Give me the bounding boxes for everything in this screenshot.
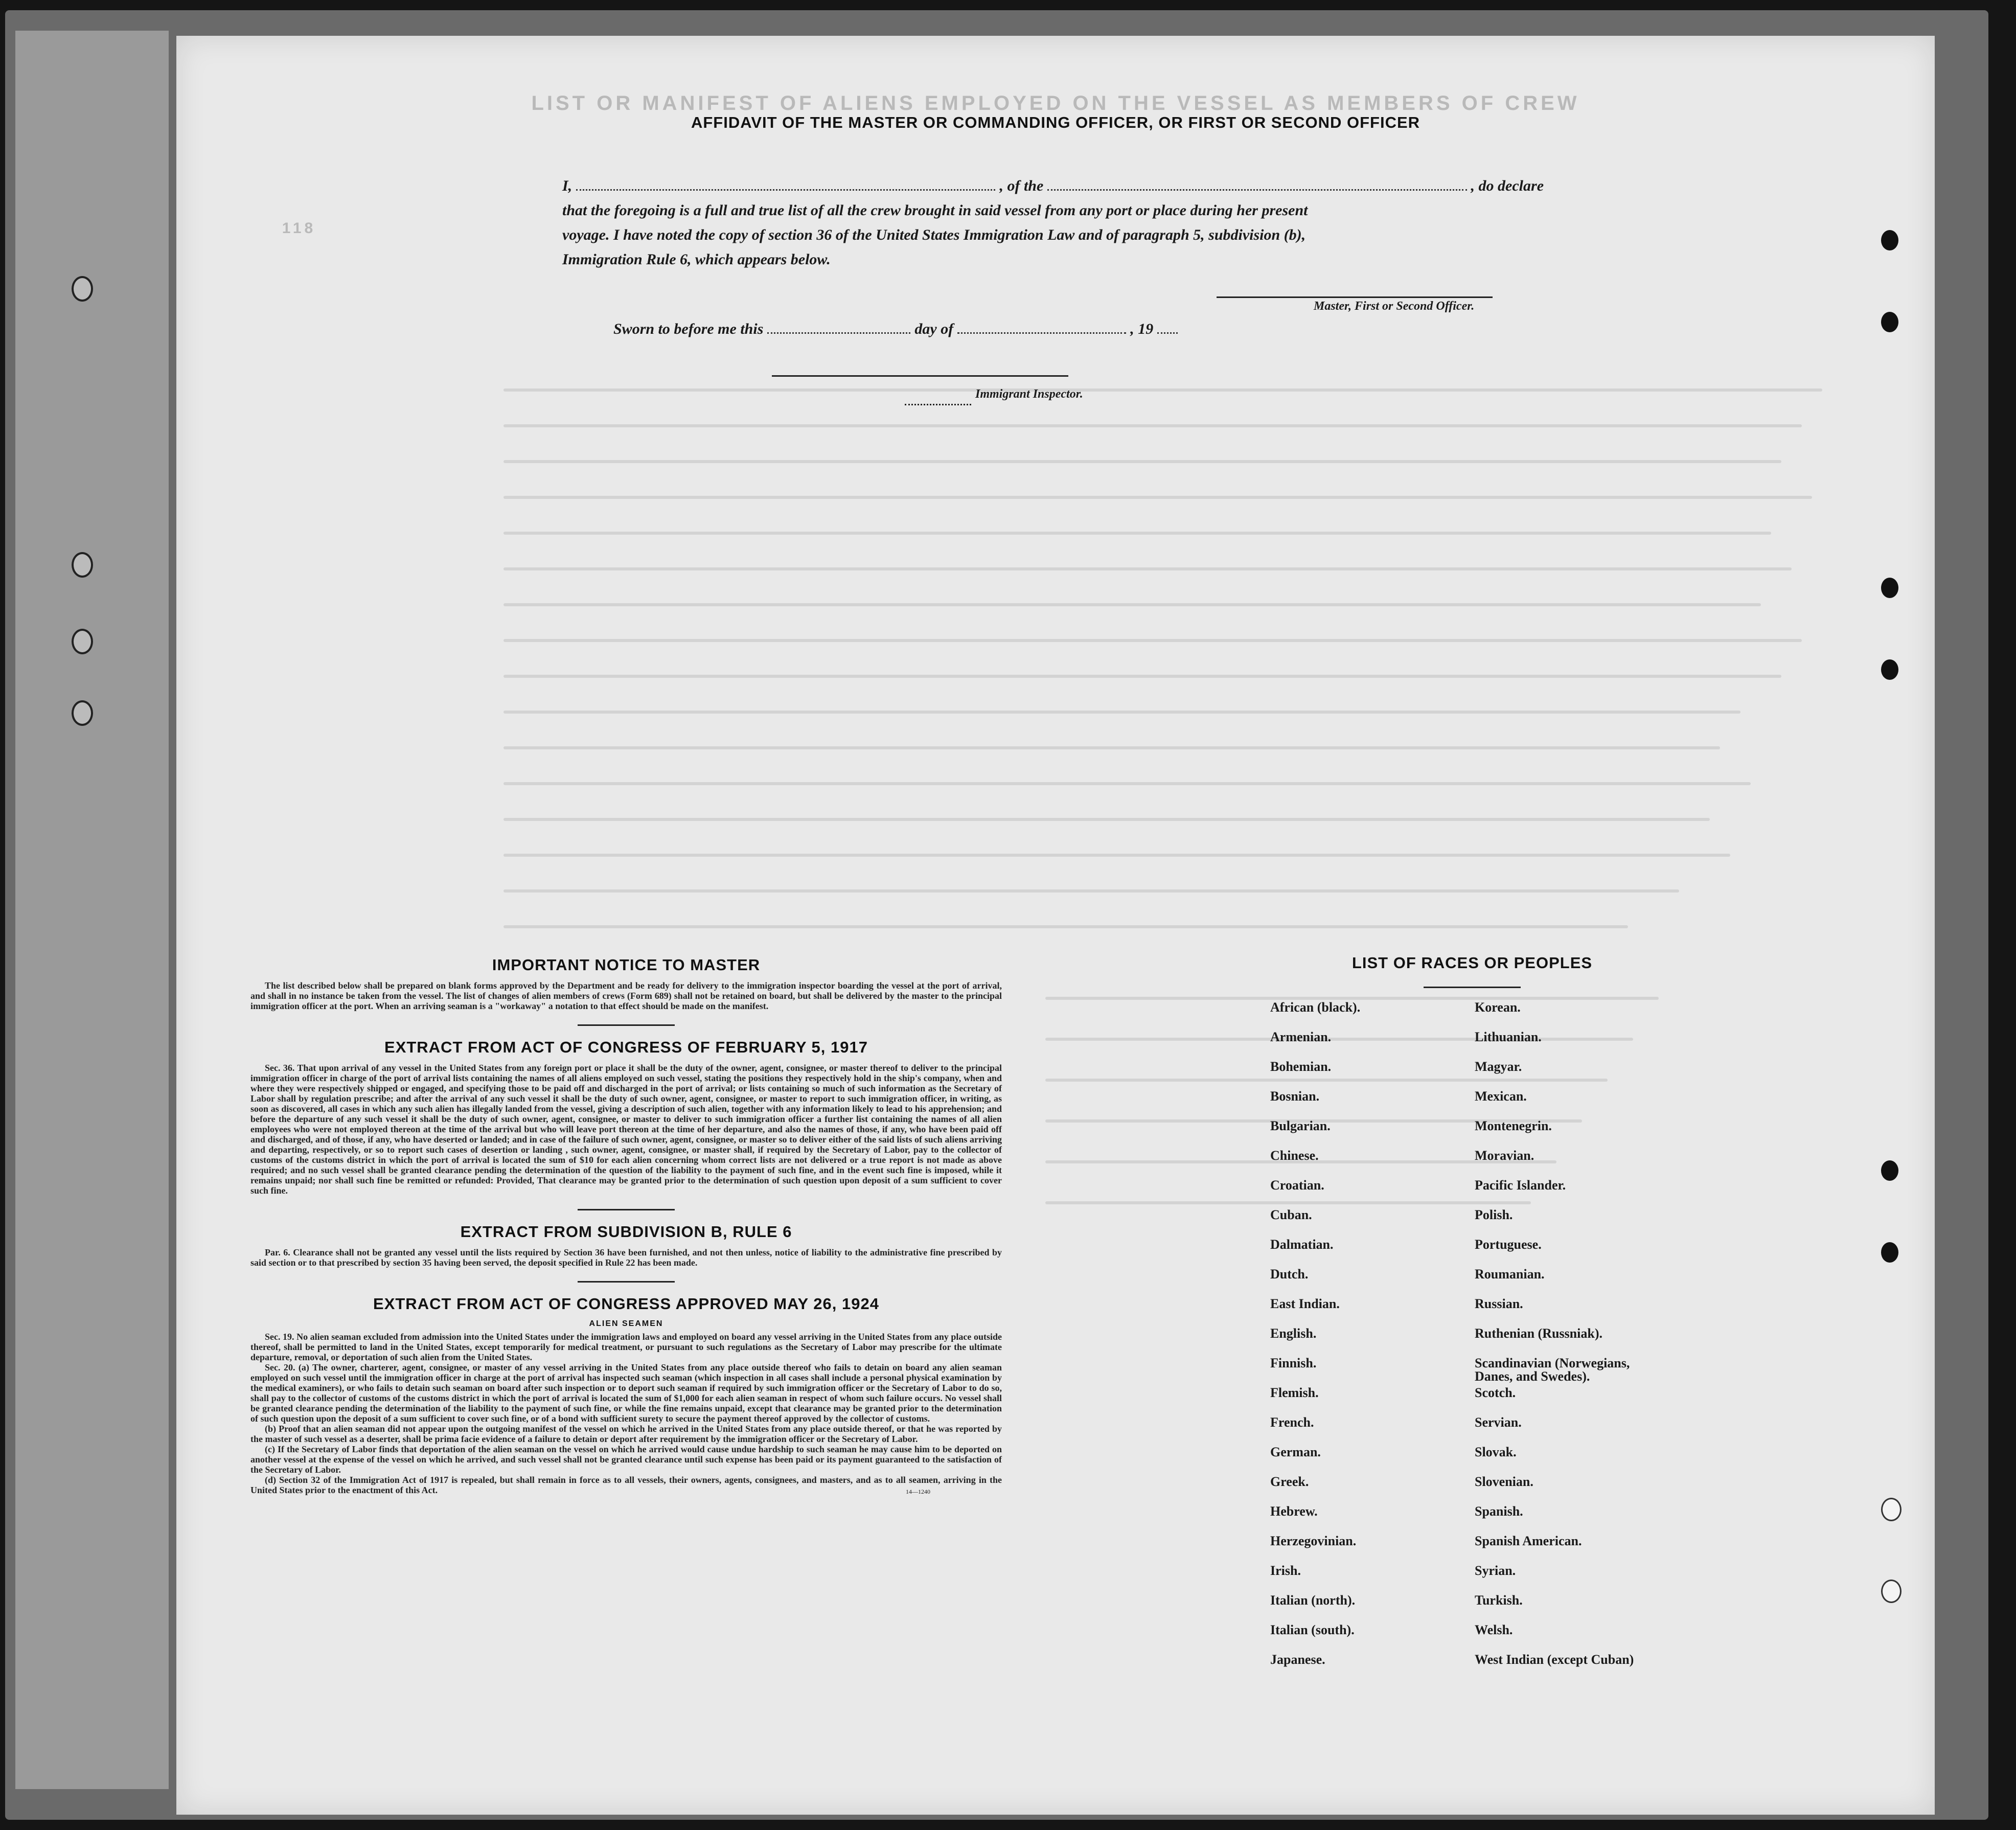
race-item: Croatian. xyxy=(1270,1178,1324,1193)
race-item: East Indian. xyxy=(1270,1296,1340,1311)
race-item: Spanish. xyxy=(1475,1504,1523,1519)
binding-hole xyxy=(72,276,93,302)
extract-1924-subtitle: ALIEN SEAMEN xyxy=(589,1319,663,1328)
faint-handwriting xyxy=(503,818,1710,821)
punch-hole xyxy=(1881,1242,1898,1263)
race-item: Pacific Islander. xyxy=(1475,1178,1566,1193)
race-item: Irish. xyxy=(1270,1563,1301,1578)
race-item: Greek. xyxy=(1270,1474,1309,1489)
race-item: Flemish. xyxy=(1270,1385,1319,1400)
extract-1924-sec20d: (d) Section 32 of the Immigration Act of 1917 is repealed, but shall remain in force as to all vessels, their owners, agents, consignees, and masters, and as to all seamen, arriving in the United States prior to the enactment of this Act. xyxy=(250,1475,1002,1495)
extract-1924-sec19: Sec. 19. No alien seaman excluded from admission into the United States under the immigration laws and employed on board any vessel arriving in the United States from any place outside thereof, shall be permitted to land in the United States, except temporarily for medical treatment, or pursuant to such regulations as the Secretary of Labor may prescribe for the ultimate departure, removal, or deportation of such alien from the United States. xyxy=(250,1332,1002,1362)
extract-1924-sec20b: (b) Proof that an alien seaman did not appear upon the outgoing manifest of the vessel on which he arrived in the United States from any place outside thereof, or that he was reported by the master of such vessel as a deserter, shall be prima facie evidence of a failure to detain or deport after requirement by the immigration officer or the Secretary of Labor. xyxy=(250,1424,1002,1444)
vessel-field[interactable] xyxy=(1047,176,1467,191)
faint-handwriting xyxy=(503,532,1771,535)
year-prefix-label: , 19 xyxy=(1130,321,1154,337)
extract-1917-text: Sec. 36. That upon arrival of any vessel in the United States from any foreign port or place it shall be the duty of the owner, agent, consignee, or master thereof to deliver to the principal immigration officer in charge of the port of arrival lists containing the names of all aliens employed on such vessel, stating the positions they respectively hold in the ship's company, when and where they were respectively shipped or engaged, and specifying those to be paid off and discharged in the port of arrival; or lists containing so much of such information as the Secretary of Labor shall by regulation prescribe; and after the arrival of any such vessel it shall be the duty of such owner, agent, consignee, or master to report to such immigration officer, in writing, as soon as discovered, all cases in which any such alien has illegally landed from the vessel, giving a description of such alien, together with any information likely to lead to his apprehension; and before the departure of any such vessel it shall be the duty of such owner, agent, consignee, or master to deliver to such immigration officer a further list containing the names of all alien employees who were not employed thereon at the time of the arrival but who will leave port thereon at the time of her departure, and also the names of those, if any, who have been paid off and discharged, and of those, if any, who have deserted or landed; and in case of the failure of such owner, agent, consignee, or master so to deliver either of the said lists of such aliens arriving and departing, respectively, or so to report such cases of desertion or landing , such owner, agent, consignee, or master shall, if required by the Secretary of Labor, pay to the collector of customs of the customs district in which the port of arrival is located the sum of $10 for each alien concerning whom correct lists are not delivered or a true report is not made as above required; and no such vessel shall be granted clearance pending the determination of the question of the liability to the payment of such fine, and in the event such fine is imposed, while it remains unpaid; nor shall such fine be remitted or refunded: Provided, That clearance may be granted prior to the determination of such question upon deposit of a sum sufficient to cover such fine. xyxy=(250,1063,1002,1196)
affidavit-i-label: I, xyxy=(562,177,572,194)
manifest-page xyxy=(176,36,1935,1815)
master-signature-label: Master, First or Second Officer. xyxy=(1314,300,1475,313)
race-item: Syrian. xyxy=(1475,1563,1516,1578)
sworn-month-field[interactable] xyxy=(957,320,1126,334)
affidavit-name-row xyxy=(562,174,1544,198)
affidavit-of-the-label: , of the xyxy=(999,177,1044,194)
faint-handwriting xyxy=(503,925,1628,928)
faint-handwriting xyxy=(503,854,1730,857)
faint-handwriting xyxy=(503,782,1751,785)
punch-hole xyxy=(1881,1580,1902,1603)
faint-handwriting xyxy=(503,388,1822,392)
extract-1917-title: EXTRACT FROM ACT OF CONGRESS OF FEBRUARY 5, 1917 xyxy=(384,1038,868,1056)
binding-hole xyxy=(72,700,93,726)
faint-handwriting xyxy=(503,603,1761,606)
faint-handwriting xyxy=(503,675,1781,678)
sworn-label: Sworn to before me this xyxy=(613,321,764,337)
faint-manifest-title: LIST OR MANIFEST OF ALIENS EMPLOYED ON THE VESSEL AS MEMBERS OF CREW xyxy=(531,92,1580,115)
extract-rule6-text: Par. 6. Clearance shall not be granted any vessel until the lists required by Section 36 have been furnished, and not then unless, notice of liability to the administrative fine prescribed by said section or to that prescribed by section 35 having been served, the deposit specified in Rule 22 has been made. xyxy=(250,1247,1002,1268)
section-divider xyxy=(578,1024,675,1026)
race-item: Japanese. xyxy=(1270,1652,1325,1667)
race-item: Spanish American. xyxy=(1475,1534,1582,1548)
race-item: Italian (north). xyxy=(1270,1593,1356,1608)
race-item: Scandinavian (Norwegians, Danes, and Swedes). xyxy=(1475,1356,1630,1384)
race-item: Hebrew. xyxy=(1270,1504,1318,1519)
inspector-label: Immigrant Inspector. xyxy=(975,387,1083,401)
day-of-label: day of xyxy=(914,321,954,337)
race-item: Welsh. xyxy=(1475,1622,1513,1637)
faint-handwriting xyxy=(503,639,1802,642)
races-divider xyxy=(1424,987,1521,988)
race-item: Roumanian. xyxy=(1475,1267,1545,1282)
form-number: 14—1240 xyxy=(906,1488,930,1495)
inspector-dotted-line xyxy=(905,404,971,405)
left-binding-strip xyxy=(15,31,169,1789)
race-item: English. xyxy=(1270,1326,1317,1341)
race-item: Russian. xyxy=(1475,1296,1523,1311)
race-item: Armenian. xyxy=(1270,1030,1332,1044)
faint-handwriting xyxy=(503,424,1802,427)
extract-1924-title: EXTRACT FROM ACT OF CONGRESS APPROVED MAY 26, 1924 xyxy=(373,1295,879,1313)
name-field[interactable] xyxy=(576,176,995,191)
race-item: Dutch. xyxy=(1270,1267,1309,1282)
section-divider xyxy=(578,1281,675,1283)
race-item: African (black). xyxy=(1270,1000,1361,1015)
extract-rule6-title: EXTRACT FROM SUBDIVISION B, RULE 6 xyxy=(460,1223,792,1241)
race-item: Magyar. xyxy=(1475,1059,1522,1074)
faint-handwriting xyxy=(503,711,1740,714)
notice-column xyxy=(250,956,1002,1496)
inspector-signature-line[interactable] xyxy=(772,375,1068,377)
race-item: West Indian (except Cuban) xyxy=(1475,1652,1634,1667)
section-divider xyxy=(578,1209,675,1210)
races-column-1 xyxy=(1270,1001,1464,1683)
punch-hole xyxy=(1881,312,1898,332)
affidavit-body xyxy=(562,174,1544,272)
affidavit-text-line: voyage. I have noted the copy of section 36 of the United States Immigration Law and of paragraph 5, subdivision (b), xyxy=(562,226,1306,243)
race-item: Turkish. xyxy=(1475,1593,1523,1608)
affidavit-declare-label: , do declare xyxy=(1471,177,1544,194)
race-item: Polish. xyxy=(1475,1207,1513,1222)
races-title: LIST OF RACES OR PEOPLES xyxy=(1351,954,1593,972)
extract-1924-sec20c: (c) If the Secretary of Labor finds that deportation of the alien seaman on the vessel on which he arrived would cause undue hardship to such seaman he may cause him to be deported on another vessel at the expense of the vessel on which he arrived, and such vessel shall not be granted clearance until such expense has been paid or its payment guaranteed to the satisfaction of the Secretary of Labor. xyxy=(250,1444,1002,1475)
notice-title: IMPORTANT NOTICE TO MASTER xyxy=(492,956,761,974)
punch-hole xyxy=(1881,1498,1902,1521)
race-item: Bohemian. xyxy=(1270,1059,1332,1074)
sworn-row xyxy=(613,320,1257,338)
race-item: Korean. xyxy=(1475,1000,1521,1015)
race-item: Chinese. xyxy=(1270,1148,1319,1163)
race-item: Bulgarian. xyxy=(1270,1118,1331,1133)
affidavit-title: AFFIDAVIT OF THE MASTER OR COMMANDING OFFICER, OR FIRST OR SECOND OFFICER xyxy=(691,113,1421,131)
race-item: Slovenian. xyxy=(1475,1474,1533,1489)
affidavit-text-line: that the foregoing is a full and true list of all the crew brought in said vessel from any port or place during her present xyxy=(562,202,1308,219)
binding-hole xyxy=(72,629,93,654)
race-item: Bosnian. xyxy=(1270,1089,1320,1104)
extract-1924-sec20a: Sec. 20. (a) The owner, charterer, agent, consignee, or master of any vessel arriving in the United States from any place outside thereof who fails to detain on board any alien seaman employed on such vessel until the immigration officer in charge at the port of arrival has inspected such seaman (which inspection in all cases shall include a personal physical examination by the medical examiners), or who fails to detain such seaman on board after such inspection or to deport such seaman if required by such immigration officer or the Secretary of Labor to do so, shall pay to the collector of customs of the customs district in which the port of arrival is located the sum of $1,000 for each alien seaman in respect of whom such failure occurs. No vessel shall be granted clearance pending the determination of the liability to the payment of such fine, or while the fine remains unpaid, except that clearance may be granted prior to the determination of such question upon the deposit of a sum sufficient to cover such fine, or of a bond with sufficient surety to secure the payment thereof approved by the collector of customs. xyxy=(250,1362,1002,1424)
race-item: Portuguese. xyxy=(1475,1237,1542,1252)
race-item: Montenegrin. xyxy=(1475,1118,1552,1133)
race-item: Moravian. xyxy=(1475,1148,1534,1163)
faint-handwriting xyxy=(503,889,1679,893)
race-item: Cuban. xyxy=(1270,1207,1312,1222)
faint-margin-number: 118 xyxy=(282,220,316,237)
race-item: Italian (south). xyxy=(1270,1622,1355,1637)
race-item: French. xyxy=(1270,1415,1314,1430)
race-item: Slovak. xyxy=(1475,1445,1517,1459)
punch-hole xyxy=(1881,578,1898,598)
race-item: Mexican. xyxy=(1475,1089,1527,1104)
punch-hole xyxy=(1881,230,1898,250)
race-item: Finnish. xyxy=(1270,1356,1317,1370)
race-item: Herzegovinian. xyxy=(1270,1534,1357,1548)
punch-hole xyxy=(1881,659,1898,680)
faint-handwriting xyxy=(503,746,1720,749)
punch-hole xyxy=(1881,1160,1898,1181)
race-item: Lithuanian. xyxy=(1475,1030,1542,1044)
sworn-year-field[interactable] xyxy=(1157,320,1178,334)
notice-text: The list described below shall be prepared on blank forms approved by the Department and be ready for delivery to the immigration inspector boarding the vessel at the port of arrival, and shall in no instance be taken from the vessel. The list of changes of alien members of crews (Form 689) shall not be retained on board, but shall be delivered by the master to the principal immigration officer at the port. When an arriving seaman is a "workaway" a notation to that effect should be made on the manifest. xyxy=(250,980,1002,1011)
affidavit-text-line: Immigration Rule 6, which appears below. xyxy=(562,251,831,268)
races-column-2 xyxy=(1475,1001,1669,1683)
race-item: Dalmatian. xyxy=(1270,1237,1334,1252)
faint-handwriting xyxy=(503,496,1812,499)
race-item: Ruthenian (Russniak). xyxy=(1475,1326,1602,1341)
master-signature-line[interactable] xyxy=(1217,296,1493,298)
faint-handwriting xyxy=(503,460,1781,463)
race-item: Scotch. xyxy=(1475,1385,1516,1400)
faint-handwriting xyxy=(503,567,1792,570)
race-item: German. xyxy=(1270,1445,1321,1459)
race-item: Servian. xyxy=(1475,1415,1522,1430)
binding-hole xyxy=(72,552,93,578)
sworn-day-field[interactable] xyxy=(767,320,910,334)
